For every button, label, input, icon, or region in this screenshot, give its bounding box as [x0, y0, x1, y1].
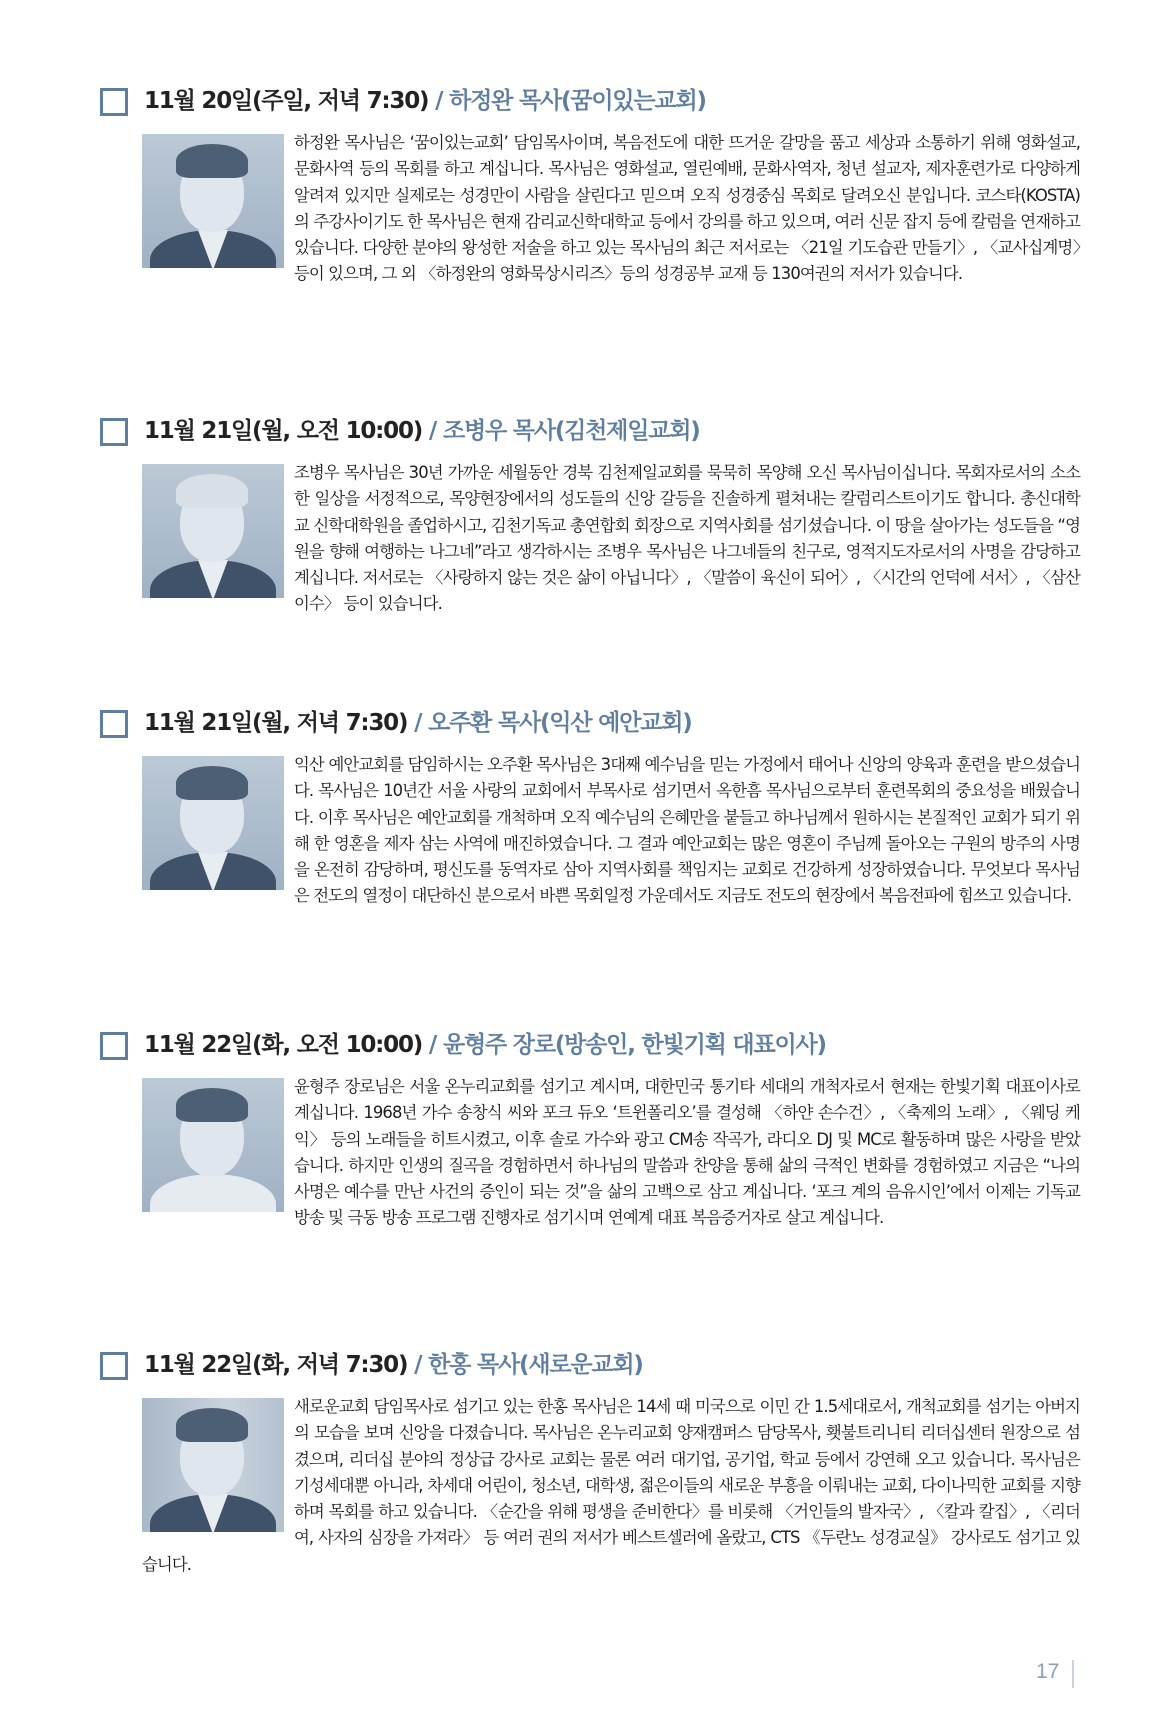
checkbox-icon	[100, 418, 128, 446]
checkbox-icon	[100, 710, 128, 738]
speaker-bio: 윤형주 장로님은 서울 온누리교회를 섬기고 계시며, 대한민국 통기타 세대의 개척자로서 현재는 한빛기획 대표이사로 계십니다. 1968년 가수 송창식 씨와 포크 듀오 ‘트윈폴리오’를 결성해 〈하얀 손수건〉, 〈축제의 노래〉, 〈웨딩 케익〉 등의 노래들을 히트시켰고, 이후 솔로 가수와 광고 CM송 작곡가, 라디오 DJ 및 MC로 활동하며 많은 사랑을 받았습니다. 하지만 인생의 질곡을 경험하면서 하나님의 말씀과 찬양을 통해 삶의 극적인 변화를 경험하였고 지금은 “나의 사명은 예수를 만난 사건의 증인이 되는 것”을 삶의 고백으로 삼고 계십니다. ‘포크 계의 음유시인’에서 이제는 기독교 방송 및 극동 방송 프로그램 진행자로 섬기시며 연예계 대표 복음증거자로 살고 계십니다.	[294, 1077, 1080, 1228]
speaker-section-3	[100, 706, 1080, 906]
page-number: 17	[1036, 1660, 1060, 1683]
speaker-name: 오주환 목사(익산 예안교회)	[428, 710, 692, 736]
section-heading	[100, 706, 1080, 750]
checkbox-icon	[100, 1032, 128, 1060]
separator: /	[407, 710, 429, 736]
separator: /	[422, 1032, 443, 1058]
section-heading	[100, 1028, 1080, 1072]
section-heading	[100, 1348, 1080, 1392]
speaker-name: 조병우 목사(김천제일교회)	[442, 418, 700, 444]
speaker-section-1	[100, 84, 1080, 284]
speaker-section-5	[100, 1348, 1080, 1574]
speaker-bio: 조병우 목사님은 30년 가까운 세월동안 경북 김천제일교회를 묵묵히 목양해 오신 목사님이십니다. 목회자로서의 소소한 일상을 서정적으로, 목양현장에서의 성도들의 신앙 갈등을 진솔하게 펼쳐내는 칼럼리스트이기도 합니다. 총신대학교 신학대학원을 졸업하시고, 김천기독교 총연합회 회장으로 지역사회를 섬기셨습니다. 이 땅을 살아가는 성도들을 “영원을 향해 여행하는 나그네”라고 생각하시는 조병우 목사님은 나그네들의 친구로, 영적지도자로서의 사명을 감당하고 계십니다. 저서로는 〈사랑하지 않는 것은 삶이 아닙니다〉, 〈말씀이 육신이 되어〉, 〈시간의 언덕에 서서〉, 〈삼산이수〉 등이 있습니다.	[294, 463, 1080, 614]
separator: /	[407, 1352, 429, 1378]
speaker-section-2	[100, 414, 1080, 614]
session-date: 11월 22일(화, 오전 10:00)	[144, 1032, 423, 1058]
session-date: 11월 21일(월, 오전 10:00)	[144, 418, 423, 444]
separator: /	[428, 88, 450, 114]
checkbox-icon	[100, 88, 128, 116]
session-date: 11월 22일(화, 저녁 7:30)	[144, 1352, 408, 1378]
section-heading	[100, 414, 1080, 458]
section-heading	[100, 84, 1080, 128]
separator: /	[422, 418, 443, 444]
speaker-section-4	[100, 1028, 1080, 1228]
session-date: 11월 21일(월, 저녁 7:30)	[144, 710, 408, 736]
session-date: 11월 20일(주일, 저녁 7:30)	[144, 88, 429, 114]
speaker-name: 윤형주 장로(방송인, 한빛기획 대표이사)	[442, 1032, 826, 1058]
speaker-name: 한홍 목사(새로운교회)	[428, 1352, 643, 1378]
speaker-bio: 익산 예안교회를 담임하시는 오주환 목사님은 3대째 예수님을 믿는 가정에서 태어나 신앙의 양육과 훈련을 받으셨습니다. 목사님은 10년간 서울 사랑의 교회에서 부목사로 섬기면서 옥한흠 목사님으로부터 훈련목회의 중요성을 배웠습니다. 이후 목사님은 예안교회를 개척하며 오직 예수님의 은혜만을 붙들고 하나님께서 원하시는 본질적인 교회가 되기 위해 한 영혼을 제자 삼는 사역에 매진하였습니다. 그 결과 예안교회는 많은 영혼이 주님께 돌아오는 구원의 방주의 사명을 온전히 감당하며, 평신도를 동역자로 삼아 지역사회를 책임지는 교회로 건강하게 성장하였습니다. 무엇보다 목사님은 전도의 열정이 대단하신 분으로서 바쁜 목회일정 가운데서도 지금도 전도의 현장에서 복음전파에 힘쓰고 있습니다.	[294, 755, 1080, 906]
speaker-bio: 새로운교회 담임목사로 섬기고 있는 한홍 목사님은 14세 때 미국으로 이민 간 1.5세대로서, 개척교회를 섬기는 아버지의 모습을 보며 신앙을 다졌습니다. 목사님은 온누리교회 양재캠퍼스 담당목사, 횃불트리니티 리더십센터 원장으로 섬겼으며, 리더십 분야의 정상급 강사로 교회는 물론 여러 대기업, 공기업, 학교 등에서 강연해 오고 있습니다. 목사님은 기성세대뿐 아니라, 차세대 어린이, 청소년, 대학생, 젊은이들의 새로운 부흥을 이뤄내는 교회, 다이나믹한 교회를 지향하며 목회를 하고 있습니다. 〈순간을 위해 평생을 준비한다〉를 비롯해 〈거인들의 발자국〉, 〈칼과 칼집〉, 〈리더여, 사자의 심장을 가져라〉 등 여러 권의 저서가 베스트셀러에 올랐고, CTS 《두란노 성경교실》 강사로도 섬기고 있습니다.	[142, 1397, 1080, 1574]
speaker-bio: 하정완 목사님은 ‘꿈이있는교회’ 담임목사이며, 복음전도에 대한 뜨거운 갈망을 품고 세상과 소통하기 위해 영화설교, 문화사역 등의 목회를 하고 계십니다. 목사님은 영화설교, 열린예배, 문화사역자, 청년 설교자, 제자훈련가로 다양하게 알려져 있지만 실제로는 성경만이 사람을 살린다고 믿으며 오직 성경중심 목회로 달려오신 분입니다. 코스타(KOSTA)의 주강사이기도 한 목사님은 현재 감리교신학대학교 등에서 강의를 하고 있으며, 여러 신문 잡지 등에 칼럼을 연재하고 있습니다. 다양한 분야의 왕성한 저술을 하고 있는 목사님의 최근 저서로는 〈21일 기도습관 만들기〉, 〈교사십계명〉등이 있으며, 그 외 〈하정완의 영화묵상시리즈〉등의 성경공부 교재 등 130여권의 저서가 있습니다.	[294, 133, 1080, 284]
speaker-name: 하정완 목사(꿈이있는교회)	[449, 88, 706, 114]
checkbox-icon	[100, 1352, 128, 1380]
page-divider	[1072, 1660, 1074, 1688]
